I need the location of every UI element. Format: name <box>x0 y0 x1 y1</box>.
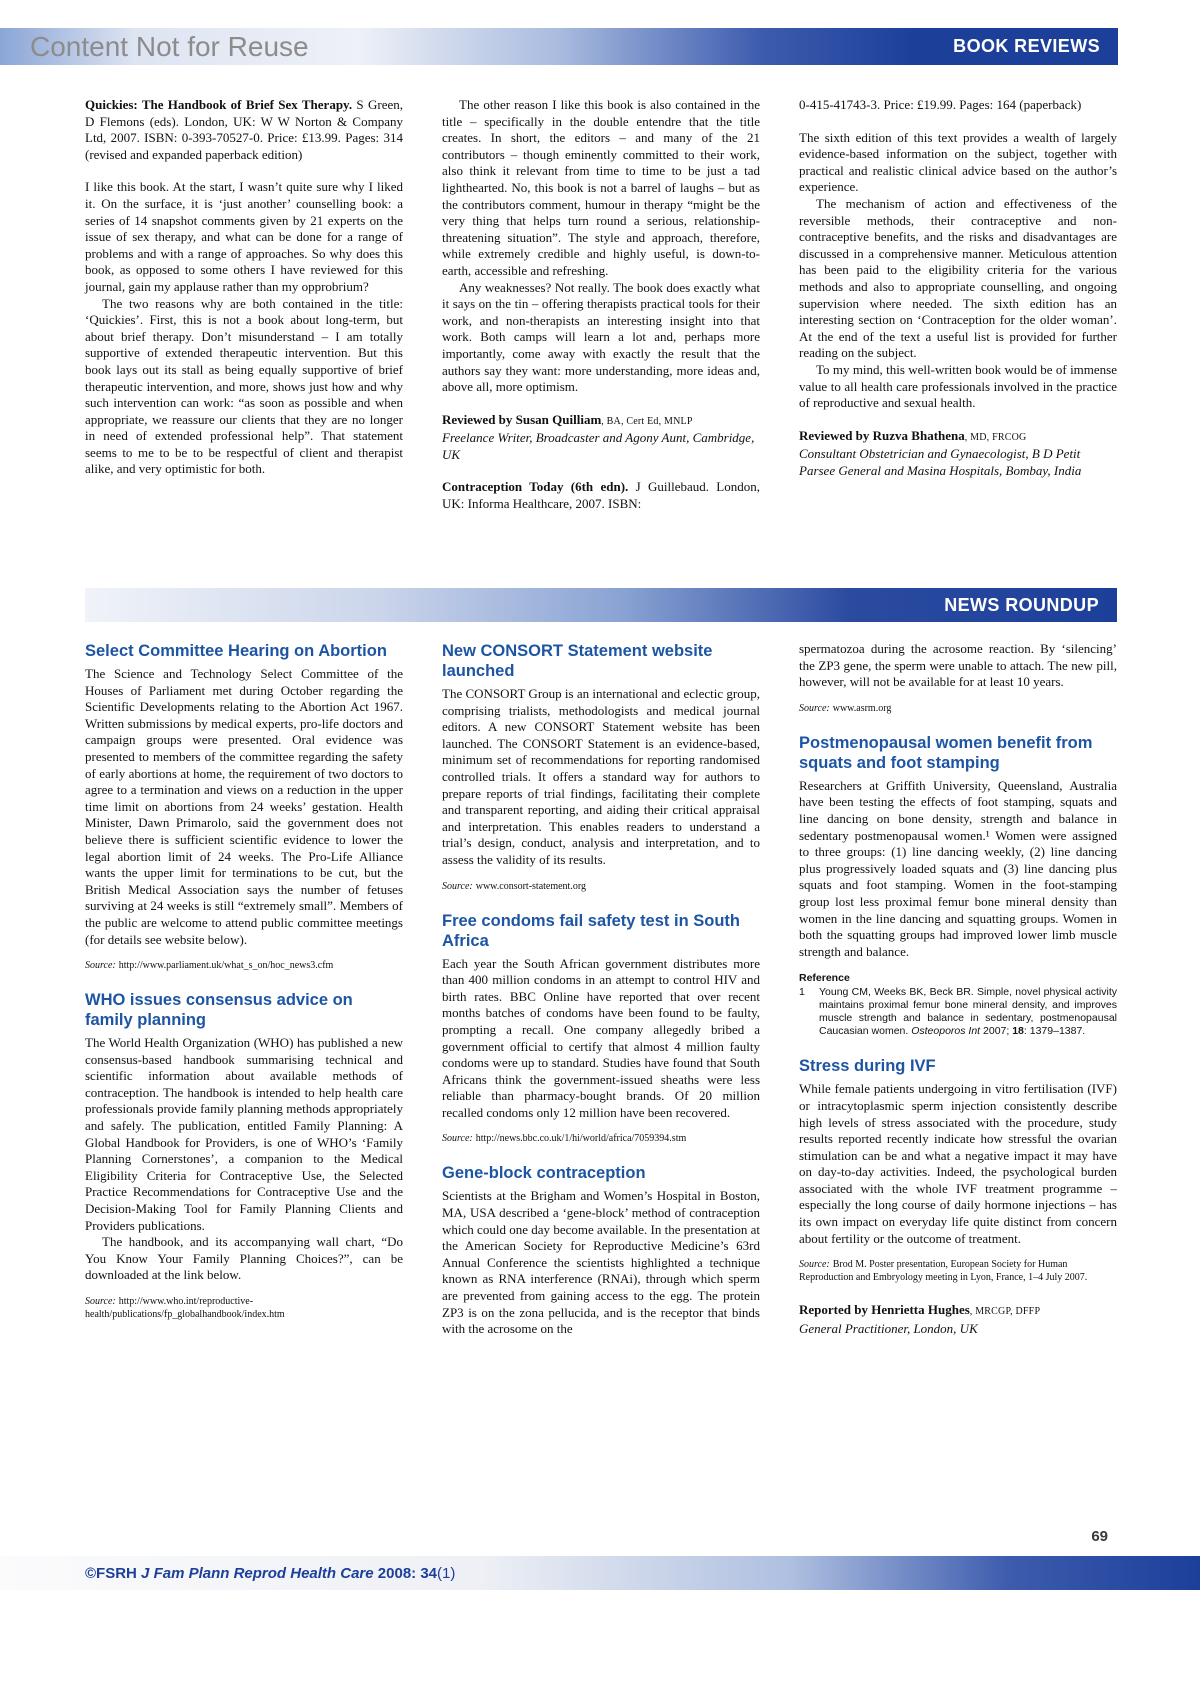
article-title: Gene-block contraception <box>442 1164 646 1183</box>
review-paragraph: The two reasons why are both contained in the title: ‘Quickies’. First, this is not a book about long-term, but about brief therapy. Don’t misunderstand – I am totally supportive of extended therapeutic intervention. But this book lays out its stall as being equally supportive of brief therapeutic intervention, and more, shows just how and why such intervention can work: “as soon as possible and when appropriate, we reassure our clients that they are no longer in need of extended professional help”. That statement seems to me to be to be respectful of client and therapist alike, and very optimistic for both. <box>85 295 403 477</box>
review-paragraph: I like this book. At the start, I wasn’t quite sure why I liked it. On the surface, it is ‘just another’ counselling book: a series of 14 snapshot comments given by 21 experts on the issue of sex therapy, and what can be done for a range of problems and with a range of approaches. So why does this book, as opposed to some others I have reviewed for this journal, gain my applause rather than my opprobrium? <box>85 179 403 294</box>
book-reviews-column-3 <box>799 97 1117 513</box>
watermark-text: Content Not for Reuse <box>30 31 309 62</box>
reviewed-by-line <box>799 428 1117 447</box>
reviewer-qualifications: , MD, FRCOG <box>964 431 1027 443</box>
reported-by-block <box>799 1302 1117 1337</box>
article-title: New CONSORT Statement website launched <box>442 642 713 680</box>
article-title: Postmenopausal women benefit from squats and foot stamping <box>799 733 1093 772</box>
source-line <box>442 880 760 893</box>
book-reviews-column-2 <box>442 97 760 513</box>
news-article-continuation <box>799 641 1117 715</box>
reviewer-qualifications: , BA, Cert Ed, MNLP <box>601 415 693 427</box>
source-line <box>442 1132 760 1145</box>
reference-journal: Osteoporos Int <box>911 1025 981 1038</box>
book-citation-rest: J Guillebaud. London, UK: Informa Healthcare, 2007. ISBN: <box>442 479 760 512</box>
source-value: http://www.who.int/reproductive-health/publications/fp_globalhandbook/index.htm <box>85 1296 285 1320</box>
news-article <box>85 641 403 972</box>
source-value: www.consort-statement.org <box>475 880 586 892</box>
spacer <box>799 412 1117 428</box>
footer-volume: 34 <box>420 1564 438 1582</box>
book-reviews-banner-label: BOOK REVIEWS <box>953 36 1100 56</box>
reference-number: 1 <box>799 986 805 999</box>
article-paragraph: The Science and Technology Select Committee of the Houses of Parliament met during October regarding the Scientific Developments relating to the Abortion Act 1967. Written submissions by medical experts, pro-life doctors and campaign groups were presented. Oral evidence was presented to members of the committee regarding the safety of early abortions at home, the requirement of two doctors to agree to a termination and views on a reduction in the upper time limit on abortions from 24 weeks’ gestation. Health Minister, Dawn Primarolo, said the government does not believe there is sufficient scientific evidence to lower the legal abortion limit of 24 weeks. The Pro-Life Alliance wants the upper limit for terminations to be cut, but the British Medical Association says the number of fetuses surviving at 24 weeks is still “extremely small”. Members of the public are welcome to attend public committee meetings (for details see website below). <box>85 666 403 947</box>
book-title-bold: Contraception Today (6th edn). <box>442 479 629 495</box>
news-roundup-section <box>85 641 1117 1338</box>
article-title: Free condoms fail safety test in South Africa <box>442 911 740 950</box>
news-article <box>442 911 760 1146</box>
source-label: Source: <box>85 960 116 972</box>
news-article <box>85 990 403 1321</box>
article-paragraph: The World Health Organization (WHO) has published a new consensus-based handbook summarising technical and scientific information about available methods of contraception. The handbook is intended to help health care professionals provide family planning methods appropriately and safely. The publication, entitled Family Planning: A Global Handbook for Providers, is one of WHO’s ‘Family Planning Cornerstones’, a companion to the Medical Eligibility Criteria for Contraceptive Use, the Selected Practice Recommendations for Contraceptive Use and the Decision-Making Tool for Family Planning Clients and Providers publications. <box>85 1035 403 1233</box>
page-number: 69 <box>1091 1528 1108 1545</box>
news-roundup-banner-label: NEWS ROUNDUP <box>944 594 1099 615</box>
footer-band <box>0 1556 1200 1590</box>
article-title: Select Committee Hearing on Abortion <box>85 642 387 660</box>
reference-citation: Young CM, Weeks BK, Beck BR. Simple, novel physical activity maintains proximal femur bone mineral density, and improves muscle strength and balance in sedentary, postmenopausal Caucasian women. <box>819 986 1117 1038</box>
spacer <box>799 114 1117 130</box>
source-label: Source: <box>85 1296 116 1307</box>
reporter-qualifications: , MRCGP, DFFP <box>969 1306 1041 1318</box>
article-paragraph: Scientists at the Brigham and Women’s Hospital in Boston, MA, USA described a ‘gene-block’ method of contraception which could one day become available. In the presentation at the American Society for Reproductive Medicine’s 63rd Annual Conference the scientists highlighted a technique known as RNA interference (RNAi), through which sperm are prevented from gaining access to the egg. The protein ZP3 is on the zona pellucida, and is the receptor that binds with the acrosome on the <box>442 1188 760 1337</box>
news-column-2 <box>442 641 760 1338</box>
article-paragraph: The CONSORT Group is an international and eclectic group, comprising trialists, methodologists and medical journal editors. A new CONSORT Statement website has been launched. The CONSORT Statement is an evidence-based, minimum set of recommendations for reporting randomised controlled trials. It offers a standard way for authors to prepare reports of trial findings, facilitating their complete and transparent reporting, and aiding their critical appraisal and interpretation. This enables readers to understand a trial’s design, conduct, analysis and interpretation, and to assess the validity of its results. <box>442 686 760 867</box>
book-reviews-column-1 <box>85 97 403 513</box>
reference-pages: : 1379–1387. <box>1023 1025 1086 1038</box>
article-title: Stress during IVF <box>799 1057 936 1076</box>
article-title: WHO issues consensus advice on family planning <box>85 991 353 1030</box>
source-line <box>85 959 403 972</box>
source-value: Brod M. Poster presentation, European Society for Human Reproduction and Embryology meeting in Lyon, France, 1–4 July 2007. <box>799 1259 1088 1284</box>
reference-text <box>819 986 1117 1038</box>
source-line <box>799 702 1117 715</box>
book-citation <box>442 479 760 512</box>
news-article <box>799 1056 1117 1284</box>
review-paragraph: The other reason I like this book is also contained in the title – specifically in the double entendre that the title creates. In short, the editors – and many of the 21 contributors – though eminently committed to their work, also think it relevant from time to time to be just a tad lighthearted. No, this book is not a barrel of laughs – but as the contributors comment, humour in therapy “might be the very thing that helps turn round a serious, relationship-threatening situation”. The style and approach, therefore, while extremely credible and highly useful, is down-to-earth, accessible and refreshing. <box>442 97 760 278</box>
review-paragraph: The sixth edition of this text provides a wealth of largely evidence-based information on the subject, together with practical and realistic clinical advice based on the author’s experience. <box>799 129 1117 195</box>
source-label: Source: <box>442 880 473 892</box>
footer-copyright: ©FSRH <box>85 1564 137 1582</box>
footer-issue: (1) <box>437 1564 456 1582</box>
article-paragraph: While female patients undergoing in vitro fertilisation (IVF) or intracytoplasmic sperm injection consistently describe high levels of stress associated with the procedure, study results reported recently indicate how stressful the ovarian stimulation can be and what a negative impact it may have on day-to-day activities. Indeed, the psychological burden associated with the whole IVF treatment programme – especially the long course of daily hormone injections – has its own impact on everyday life quite distinct from concern about fertility or the outcome of treatment. <box>799 1081 1117 1246</box>
news-roundup-banner <box>85 588 1117 622</box>
spacer <box>442 463 760 479</box>
reviewed-by-line <box>442 412 760 431</box>
source-label: Source: <box>799 1259 830 1271</box>
reviewer-affiliation: Freelance Writer, Broadcaster and Agony Aunt, Cambridge, UK <box>442 430 755 462</box>
reporter-name: Reported by Henrietta Hughes <box>799 1302 970 1318</box>
source-line <box>799 1258 1117 1284</box>
source-value: http://news.bbc.co.uk/1/hi/world/africa/7059394.stm <box>475 1133 687 1145</box>
reviewer-name: Reviewed by Ruzva Bhathena <box>799 427 965 443</box>
book-title-bold: Quickies: The Handbook of Brief Sex Therapy. <box>85 97 353 112</box>
news-article <box>442 1163 760 1337</box>
source-line <box>85 1295 403 1321</box>
book-citation-continuation: 0-415-41743-3. Price: £19.99. Pages: 164 (paperback) <box>799 97 1082 112</box>
article-paragraph: The handbook, and its accompanying wall chart, “Do You Know Your Family Planning Choices?”, can be downloaded at the link below. <box>85 1234 403 1283</box>
reviewer-name: Reviewed by Susan Quilliam <box>442 411 602 427</box>
article-paragraph: spermatozoa during the acrosome reaction. By ‘silencing’ the ZP3 gene, the sperm were unable to attach. The new pill, however, will not be available for at least 10 years. <box>799 641 1117 690</box>
source-label: Source: <box>799 702 830 714</box>
book-reviews-section <box>85 97 1117 513</box>
reporter-affiliation: General Practitioner, London, UK <box>799 1320 978 1336</box>
book-citation-rest: S Green, D Flemons (eds). London, UK: W W Norton & Company Ltd, 2007. ISBN: 0-393-70527-0. Price: £13.99. Pages: 314 (revised and expanded paperback edition) <box>85 97 403 162</box>
article-paragraph: Each year the South African government distributes more than 400 million condoms in an attempt to control HIV and birth rates. BBC Online have reported that over recent months batches of condoms have been found to be faulty, prompting a recall. One company allegedly bribed a government official to certify that almost 4 million faulty condoms were up to standard. Studies have found that South Africans think the government-issued sheaths were less reliable than pharmacy-bought brands. Of 20 million recalled condoms only 12 million have been recovered. <box>442 955 760 1120</box>
book-citation <box>85 97 403 163</box>
news-article <box>442 641 760 893</box>
news-column-3 <box>799 641 1117 1338</box>
reference-block <box>799 972 1117 1038</box>
spacer <box>442 396 760 412</box>
reference-item <box>799 986 1117 1038</box>
footer-journal-title: J Fam Plann Reprod Health Care <box>136 1564 378 1582</box>
source-label: Source: <box>442 1133 473 1145</box>
news-article <box>799 733 1117 1039</box>
footer-year: 2008: <box>377 1564 421 1582</box>
news-column-1 <box>85 641 403 1338</box>
reference-year: 2007; <box>980 1025 1013 1038</box>
article-paragraph: Researchers at Griffith University, Queensland, Australia have been testing the effects of foot stamping, squats and line dancing on bone density, strength and balance in sedentary postmenopausal women.¹ Women were assigned to three groups: (1) line dancing weekly, (2) line dancing plus progressively loaded squats and (3) line dancing plus squats and foot stamping. Women in the foot-stamping group lost less proximal femur bone mineral density than women in the line dancing and squatting groups. Women in both the squatting groups had improved lower limb muscle strength and balance. <box>799 777 1117 959</box>
review-paragraph: To my mind, this well-written book would be of immense value to all health care professionals involved in the practice of reproductive and sexual health. <box>799 361 1117 411</box>
reviewer-affiliation: Consultant Obstetrician and Gynaecologist, B D Petit Parsee General and Masina Hospitals, Bombay, India <box>799 446 1082 478</box>
reference-heading: Reference <box>799 972 850 985</box>
spacer <box>85 163 403 179</box>
review-paragraph: The mechanism of action and effectiveness of the reversible methods, their contraceptive and non-contraceptive benefits, and the risks and disadvantages are discussed in a comprehensive manner. Meticulous attention has been paid to the eligibility criteria for the various methods and also to appropriate counselling, and ongoing supervision where needed. The sixth edition has an interesting section on ‘Contraception for the older woman’. At the end of the text a useful list is provided for further reading on the subject. <box>799 195 1117 361</box>
source-value: www.asrm.org <box>832 702 892 714</box>
review-paragraph: Any weaknesses? Not really. The book does exactly what it says on the tin – offering therapists practical tools for their work, and non-therapists an interesting insight into that work. Both camps will learn a lot and, perhaps more importantly, come away with exactly the result that the authors say they want: more understanding, more ideas and, above all, more optimism. <box>442 279 760 395</box>
reported-by-line <box>799 1302 1117 1321</box>
reference-volume: 18 <box>1012 1025 1024 1038</box>
source-value: http://www.parliament.uk/what_s_on/hoc_news3.cfm <box>118 960 334 972</box>
